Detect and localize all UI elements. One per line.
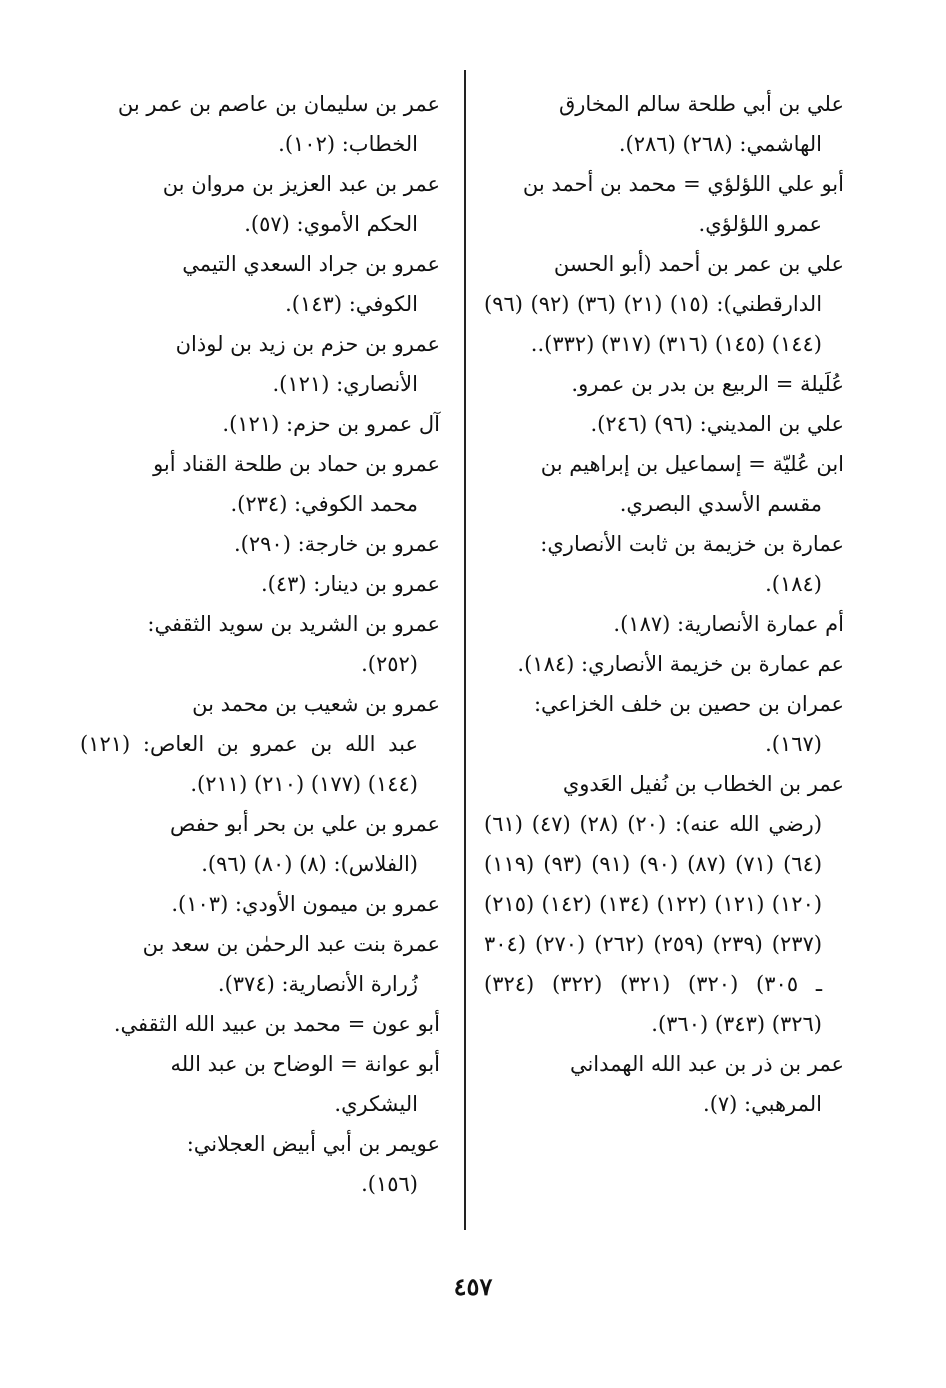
index-entry <box>80 1004 440 1044</box>
entry-references: اليشكري. <box>334 1092 418 1116</box>
entry-references: الهاشمي: (٢٦٨) (٢٨٦). <box>618 132 822 156</box>
entry-references: الخطاب: (١٠٢). <box>278 132 418 156</box>
index-entry <box>484 764 844 1044</box>
entry-references: زُرارة الأنصارية: (٣٧٤). <box>217 972 418 996</box>
index-entry <box>80 1124 440 1204</box>
index-entry <box>484 164 844 244</box>
index-entry <box>484 684 844 764</box>
entry-references: عبد الله بن عمرو بن العاص: (١٢١) (١٤٤) (١٧٧) (٢١٠) (٢١١). <box>80 732 418 796</box>
index-column-left <box>80 84 440 1204</box>
index-entry <box>484 644 844 684</box>
entry-heading: عمارة بن خزيمة بن ثابت الأنصاري: <box>540 532 844 556</box>
entry-heading: عمرو بن شعيب بن محمد بن <box>192 692 440 716</box>
entry-heading: عمر بن سليمان بن عاصم بن عمر بن <box>117 92 440 116</box>
entry-references: المرهبي: (٧). <box>703 1092 822 1116</box>
entry-heading: عويمر بن أبي أبيض العجلاني: <box>186 1132 440 1156</box>
entry-heading: أبو عون = محمد بن عبيد الله الثقفي. <box>113 1012 440 1036</box>
entry-references: الكوفي: (١٤٣). <box>285 292 418 316</box>
column-divider <box>464 70 466 1230</box>
entry-references: (١٦٧). <box>765 732 822 756</box>
entry-heading: عمرو بن حزم بن زيد بن لوذان <box>175 332 440 356</box>
index-entry <box>80 324 440 404</box>
entry-heading: أبو علي اللؤلؤي = محمد بن أحمد بن <box>522 172 844 196</box>
index-entry <box>80 924 440 1004</box>
entry-heading: عمر بن ذر بن عبد الله الهمداني <box>569 1052 844 1076</box>
index-entry <box>80 604 440 684</box>
entry-heading: عُلَيلة = الربيع بن بدر بن عمرو. <box>571 372 844 396</box>
entry-heading: ابن عُليّة = إسماعيل بن إبراهيم بن <box>540 452 844 476</box>
index-entry <box>80 804 440 884</box>
index-entry <box>80 684 440 804</box>
entry-references: الحكم الأموي: (٥٧). <box>244 212 418 236</box>
entry-references: مقسم الأسدي البصري. <box>619 492 822 516</box>
index-entry <box>80 564 440 604</box>
index-entry <box>484 524 844 604</box>
entry-references: (١٥٦). <box>361 1172 418 1196</box>
entry-references: محمد الكوفي: (٢٣٤). <box>230 492 418 516</box>
entry-heading: عمرو بن حماد بن طلحة القناد أبو <box>153 452 440 476</box>
entry-heading: علي بن أبي طلحة سالم المخارق <box>559 92 844 116</box>
index-entry <box>80 1044 440 1124</box>
entry-references: الأنصاري: (١٢١). <box>272 372 418 396</box>
entry-heading: عمران بن حصين بن خلف الخزاعي: <box>533 692 844 716</box>
index-entry <box>80 884 440 924</box>
entry-heading: عمر بن عبد العزيز بن مروان بن <box>162 172 440 196</box>
index-entry <box>80 404 440 444</box>
entry-references: (١٨٤). <box>765 572 822 596</box>
entry-heading: آل عمرو بن حزم: (١٢١). <box>222 412 440 436</box>
index-column-right <box>484 84 844 1124</box>
entry-heading: عمرو بن خارجة: (٢٩٠). <box>233 532 440 556</box>
entry-heading: علي بن المديني: (٩٦) (٢٤٦). <box>590 412 844 436</box>
index-entry <box>80 84 440 164</box>
entry-references: الدارقطني): (١٥) (٢١) (٣٦) (٩٢) (٩٦) (١٤٤) (١٤٥) (٣١٦) (٣١٧) (٣٣٢).. <box>484 292 823 356</box>
index-entry <box>484 404 844 444</box>
entry-references: عمرو اللؤلؤي. <box>698 212 822 236</box>
entry-heading: أم عمارة الأنصارية: (١٨٧). <box>613 612 844 636</box>
index-entry <box>80 164 440 244</box>
index-entry <box>484 364 844 404</box>
entry-heading: عمرو بن جراد السعدي التيمي <box>182 252 440 276</box>
entry-heading: عم عمارة بن خزيمة الأنصاري: (١٨٤). <box>517 652 844 676</box>
index-entry <box>484 1044 844 1124</box>
index-entry <box>484 84 844 164</box>
entry-heading: عمرو بن دينار: (٤٣). <box>260 572 440 596</box>
entry-references: (الفلاس): (٨) (٨٠) (٩٦). <box>201 852 418 876</box>
entry-references: (٢٥٢). <box>361 652 418 676</box>
entry-references: (رضي الله عنه): (٢٠) (٢٨) (٤٧) (٦١) (٦٤) (٧١) (٨٧) (٩٠) (٩١) (٩٣) (١١٩) (١٢٠) (١٢١) (١٢٢) (١٣٤) (١٤٢) (٢١٥) (٢٣٧) (٢٣٩) (٢٥٩) (٢٦٢) (٢٧٠) (٣٠٤ ـ ٣٠٥) (٣٢٠) (٣٢١) (٣٢٢) (٣٢٤) (٣٢٦) (٣٤٣) (٣٦٠). <box>484 812 823 1036</box>
index-entry <box>80 524 440 564</box>
entry-heading: عمر بن الخطاب بن نُفيل العَدوي <box>562 772 844 796</box>
index-entry <box>484 604 844 644</box>
entry-heading: عمرو بن علي بن بحر أبو حفص <box>170 812 440 836</box>
entry-heading: عمرو بن ميمون الأودي: (١٠٣). <box>171 892 440 916</box>
entry-heading: علي بن عمر بن أحمد (أبو الحسن <box>553 252 844 276</box>
entry-heading: عمرو بن الشريد بن سويد الثقفي: <box>147 612 440 636</box>
entry-heading: أبو عوانة = الوضاح بن عبد الله <box>170 1052 440 1076</box>
index-entry <box>484 244 844 364</box>
entry-heading: عمرة بنت عبد الرحمٰن بن سعد بن <box>142 932 440 956</box>
index-entry <box>80 244 440 324</box>
page-number: ٤٥٧ <box>453 1272 493 1301</box>
index-entry <box>80 444 440 524</box>
index-entry <box>484 444 844 524</box>
